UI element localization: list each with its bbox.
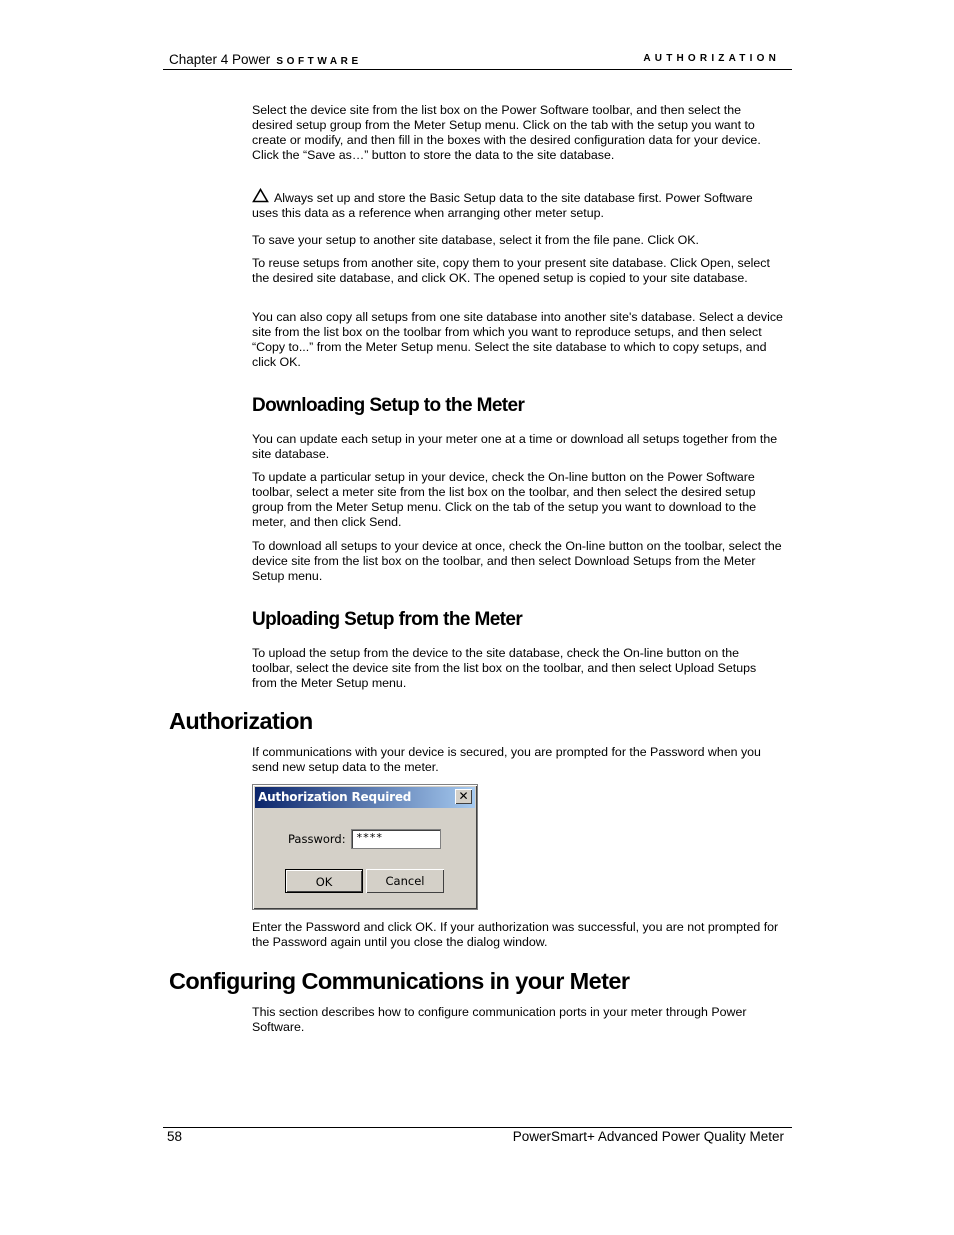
- dialog-title: Authorization Required: [258, 790, 412, 804]
- configuring-paragraph-1: This section describes how to configure communication ports in your meter through Power Software.: [252, 1005, 747, 1034]
- uploading-paragraph-1: To upload the setup from the device to the site database, check the On-line button on the toolbar, select the device site from the list box on the toolbar, and then select Upload Setups from the Meter Setup menu.: [252, 646, 757, 690]
- intro-paragraph-1: Select the device site from the list box on the Power Software toolbar, and then select the desired setup group from the Meter Setup menu. Click on the tab with the setup you want to create or modify, and then fill in the boxes with the desired configuration data for your device. Click the “Save as…” button to store the data to the site database.: [252, 103, 761, 162]
- downloading-paragraph-2: To update a particular setup in your device, check the On-line button on the Power Software toolbar, select a meter site from the list box on the toolbar, and then select the desired setup group from the Meter Setup menu. Click on the tab of the setup you want to download to the meter, and then click Send.: [252, 470, 757, 529]
- heading-configuring-communications: Configuring Communications in your Meter: [169, 968, 630, 994]
- heading-uploading-setup: Uploading Setup from the Meter: [252, 609, 523, 630]
- note-text: Always set up and store the Basic Setup data to the site database first. Power Software uses this data as a reference when arranging other meter setup.: [252, 191, 753, 220]
- heading-authorization: Authorization: [169, 708, 313, 734]
- footer-rule: [163, 1127, 792, 1128]
- cancel-button[interactable]: Cancel: [366, 869, 444, 893]
- intro-paragraph-2: To save your setup to another site database, select it from the file pane. Click OK.: [252, 233, 699, 247]
- intro-paragraph-4: You can also copy all setups from one site database into another site's database. Select a device site from the list box on the toolbar from which you want to reproduce setups, and then select “Copy to...” from the Meter Setup menu. Select the site database to which to copy setups, and click OK.: [252, 310, 783, 369]
- authorization-dialog: [252, 784, 478, 910]
- warning-triangle-icon: [252, 188, 269, 203]
- chapter-subtitle: SOFTWARE: [276, 56, 362, 67]
- ok-button[interactable]: OK: [285, 869, 363, 893]
- downloading-paragraph-3: To download all setups to your device at once, check the On-line button on the toolbar, select the device site from the list box on the toolbar, and then select Download Setups from the Meter Setup menu.: [252, 539, 782, 583]
- authorization-paragraph-2: Enter the Password and click OK. If your authorization was successful, you are not prompted for the Password again until you close the dialog window.: [252, 920, 779, 949]
- dialog-titlebar[interactable]: [255, 787, 475, 808]
- close-icon[interactable]: ✕: [455, 789, 472, 804]
- header-rule: [163, 69, 792, 70]
- downloading-paragraph-1: You can update each setup in your meter one at a time or download all setups together from the site database.: [252, 432, 778, 461]
- intro-note: [252, 188, 782, 221]
- heading-downloading-setup: Downloading Setup to the Meter: [252, 395, 525, 416]
- running-header-section: AUTHORIZATION: [643, 53, 780, 64]
- chapter-label: Chapter 4 Power: [169, 52, 271, 67]
- authorization-paragraph-1: If communications with your device is secured, you are prompted for the Password when you send new setup data to the meter.: [252, 745, 761, 774]
- page-number: 58: [167, 1129, 183, 1144]
- intro-paragraph-3: To reuse setups from another site, copy them to your present site database. Click Open, select the desired site database, and click OK. The opened setup is copied to your site database.: [252, 256, 770, 285]
- footer-product-name: PowerSmart+ Advanced Power Quality Meter: [512, 1129, 784, 1144]
- password-input[interactable]: ****: [351, 829, 441, 849]
- password-label: Password:: [288, 832, 346, 846]
- running-header-chapter: [169, 52, 362, 67]
